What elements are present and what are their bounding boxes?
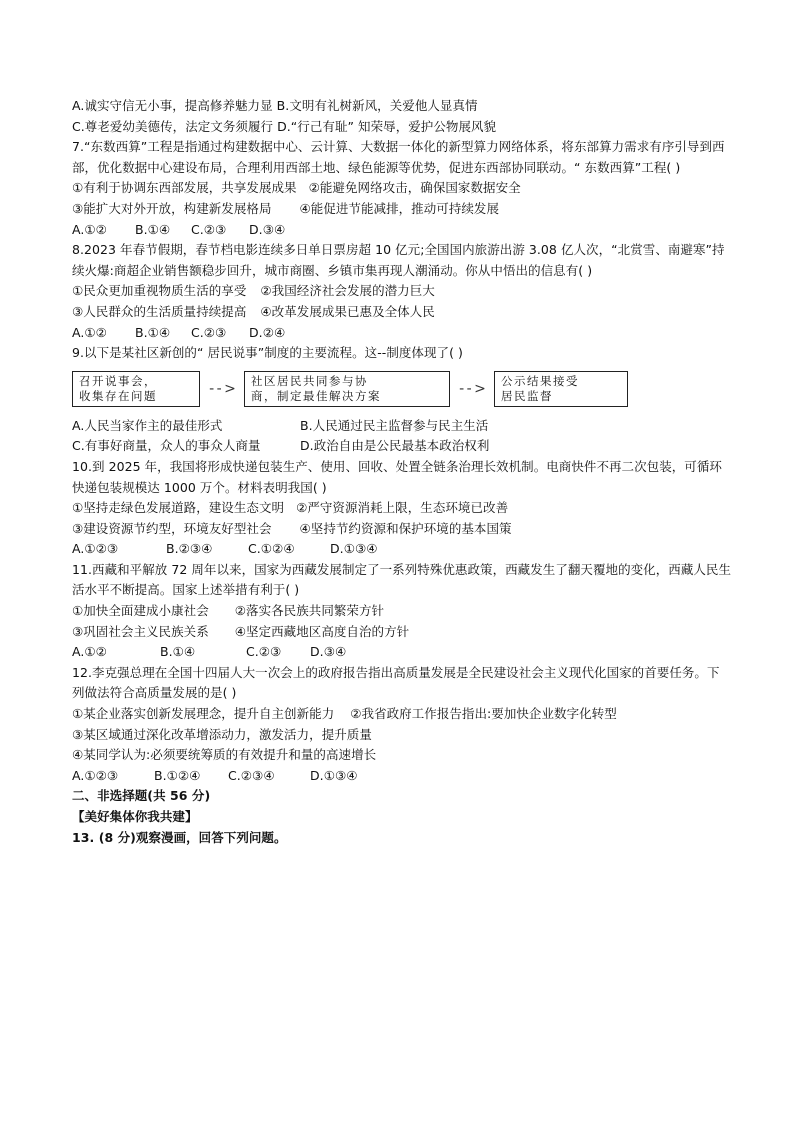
q8-item-2: ②我国经济社会发展的潜力巨大 <box>260 283 435 299</box>
q12-option-b: B.①②④ <box>154 767 201 783</box>
q8-item-row <box>72 302 732 323</box>
q10-option-d: D.①③④ <box>330 541 378 557</box>
q8-option-b: B.①④ <box>135 324 171 340</box>
flow-step-2-line2: 商，制定最佳解决方案 <box>251 388 381 403</box>
q10-item-1: ①坚持走绿色发展道路，建设生态文明 <box>72 500 285 516</box>
exam-page <box>72 96 732 848</box>
q11-item-4: ④坚定西藏地区高度自治的方针 <box>234 623 410 639</box>
q8-item-row <box>72 281 732 302</box>
q8-option-d: D.②④ <box>249 324 286 340</box>
q11-item-2: ②落实各民族共同繁荣方针 <box>234 603 385 619</box>
q10-stem: 10.到 2025 年，我国将形成快递包装生产、使用、回收、处置全链条治理长效机制。电商快件不再二次包装，可循环快递包装规模达 1000 万个。材料表明我国( ) <box>72 458 722 495</box>
flow-step-1-line1: 召开说事会， <box>79 373 157 388</box>
q12-item-1: ①某企业落实创新发展理念，提升自主创新能力 <box>72 706 335 722</box>
q11-options <box>72 642 732 663</box>
q8-item-3: ③人民群众的生活质量持续提高 <box>72 303 247 319</box>
q7-item-4: ④能促进节能减排，推动可持续发展 <box>299 200 500 216</box>
flow-step-1-line2: 收集存在问题 <box>79 388 157 403</box>
q7-item-2: ②能避免网络攻击，确保国家数据安全 <box>308 180 521 196</box>
q13-stem: 13. (8 分)观察漫画，回答下列问题。 <box>72 829 287 845</box>
q11-option-a: A.①② <box>72 644 107 660</box>
q8-option-a: A.①② <box>72 324 107 340</box>
flow-step-2-line1: 社区居民共同参与协 <box>251 373 368 388</box>
q7-option-c: C.②③ <box>191 221 227 237</box>
q10-item-row <box>72 519 732 540</box>
q10-item-2: ②严守资源消耗上限，生态环境已改善 <box>296 500 509 516</box>
q9-stem: 9.以下是某社区新创的“ 居民说事”制度的主要流程。这--制度体现了( ) <box>72 345 463 361</box>
q10-item-3: ③建设资源节约型，环境友好型社会 <box>72 520 272 536</box>
q6-options-cd: C.尊老爱幼美德传，法定文务须履行 D.“行己有耻” 知荣辱，爱护公物展风貌 <box>72 118 497 134</box>
q12-options <box>72 766 732 787</box>
q11-stem: 11.西藏和平解放 72 周年以来，国家为西藏发展制定了一系列特殊优惠政策，西藏发生了翻天覆地的变化，西藏人民生活水平不断提高。国家上述举措有利于( ) <box>72 561 732 598</box>
section-heading: 二、非选择题(共 56 分) <box>72 788 211 804</box>
q9-option-a: A.人民当家作主的最佳形式 <box>72 417 223 433</box>
q10-item-row <box>72 498 732 519</box>
q8-options <box>72 323 732 344</box>
q12-item-row <box>72 704 732 725</box>
q10-option-c: C.①②④ <box>248 541 295 557</box>
q12-item-3: ③某区域通过深化改革增添动力，激发活力，提升质量 <box>72 726 372 742</box>
q7-option-d: D.③④ <box>249 221 286 237</box>
q11-option-c: C.②③ <box>246 644 282 660</box>
q11-item-row <box>72 601 732 622</box>
q12-option-d: D.①③④ <box>310 767 358 783</box>
flow-step-2 <box>244 371 450 407</box>
q11-option-d: D.③④ <box>310 644 347 660</box>
q7-item-row <box>72 178 732 199</box>
q8-item-4: ④改革发展成果已惠及全体人民 <box>260 303 435 319</box>
q9-option-c: C.有事好商量，众人的事众人商量 <box>72 438 261 454</box>
q9-flowchart <box>72 366 732 412</box>
q9-option-d: D.政治自由是公民最基本政治权利 <box>300 438 490 454</box>
q9-option-row <box>72 436 732 457</box>
flow-step-3 <box>494 371 628 407</box>
q11-option-b: B.①④ <box>160 644 196 660</box>
q11-item-row <box>72 622 732 643</box>
flow-arrow-icon: - - > <box>459 380 485 397</box>
q7-option-a: A.①② <box>72 221 107 237</box>
q7-option-b: B.①④ <box>135 221 171 237</box>
q11-item-1: ①加快全面建成小康社会 <box>72 603 209 619</box>
q6-options-ab: A.诚实守信无小事，提高修养魅力显 B.文明有礼树新风，关爱他人显真情 <box>72 98 478 113</box>
flow-step-3-line1: 公示结果接受 <box>501 373 579 388</box>
q12-stem: 12.李克强总理在全国十四届人大一次会上的政府报告指出高质量发展是全民建设社会主义现代化国家的首要任务。下列做法符合高质量发展的是( ) <box>72 664 720 701</box>
q10-option-a: A.①②③ <box>72 541 119 557</box>
q8-item-1: ①民众更加重视物质生活的享受 <box>72 283 247 299</box>
q10-option-b: B.②③④ <box>166 541 213 557</box>
q9-option-row <box>72 416 732 437</box>
q10-item-4: ④坚持节约资源和保护环境的基本国策 <box>299 520 512 536</box>
q7-options <box>72 220 732 241</box>
section-subheading: 【美好集体你我共建】 <box>72 809 198 824</box>
flow-arrow-icon: - - > <box>209 380 235 397</box>
q8-option-c: C.②③ <box>191 324 227 340</box>
q11-item-3: ③巩固社会主义民族关系 <box>72 623 209 639</box>
flow-step-1 <box>72 371 200 407</box>
q7-item-3: ③能扩大对外开放，构建新发展格局 <box>72 200 272 216</box>
flow-step-3-line2: 居民监督 <box>501 388 553 403</box>
q7-stem: 7.“东数西算”工程是指通过构建数据中心、云计算、大数据一体化的新型算力网络体系，将东部算力需求有序引导到西部，优化数据中心建设布局，合理利用西部土地、绿色能源等优势，促进东西部协同联动。“ 东数西算”工程( ) <box>72 139 725 175</box>
q8-stem: 8.2023 年春节假期，春节档电影连续多日单日票房超 10 亿元;全国国内旅游出游 3.08 亿人次，“北赏雪、南避寒”持续火爆:商超企业销售额稳步回升，城市商圈、乡镇市集再现人潮涌动。你从中悟出的信息有( ) <box>72 242 725 278</box>
q12-item-4: ④某同学认为:必须要统筹质的有效提升和量的高速增长 <box>72 747 377 763</box>
q7-item-1: ①有利于协调东西部发展，共享发展成果 <box>72 180 297 196</box>
q7-item-row <box>72 199 732 220</box>
q12-item-2: ②我省政府工作报告指出:要加快企业数字化转型 <box>350 706 617 722</box>
q12-option-a: A.①②③ <box>72 767 119 783</box>
q9-option-b: B.人民通过民主监督参与民主生活 <box>300 417 489 433</box>
q12-option-c: C.②③④ <box>228 767 275 783</box>
q10-options <box>72 539 732 560</box>
